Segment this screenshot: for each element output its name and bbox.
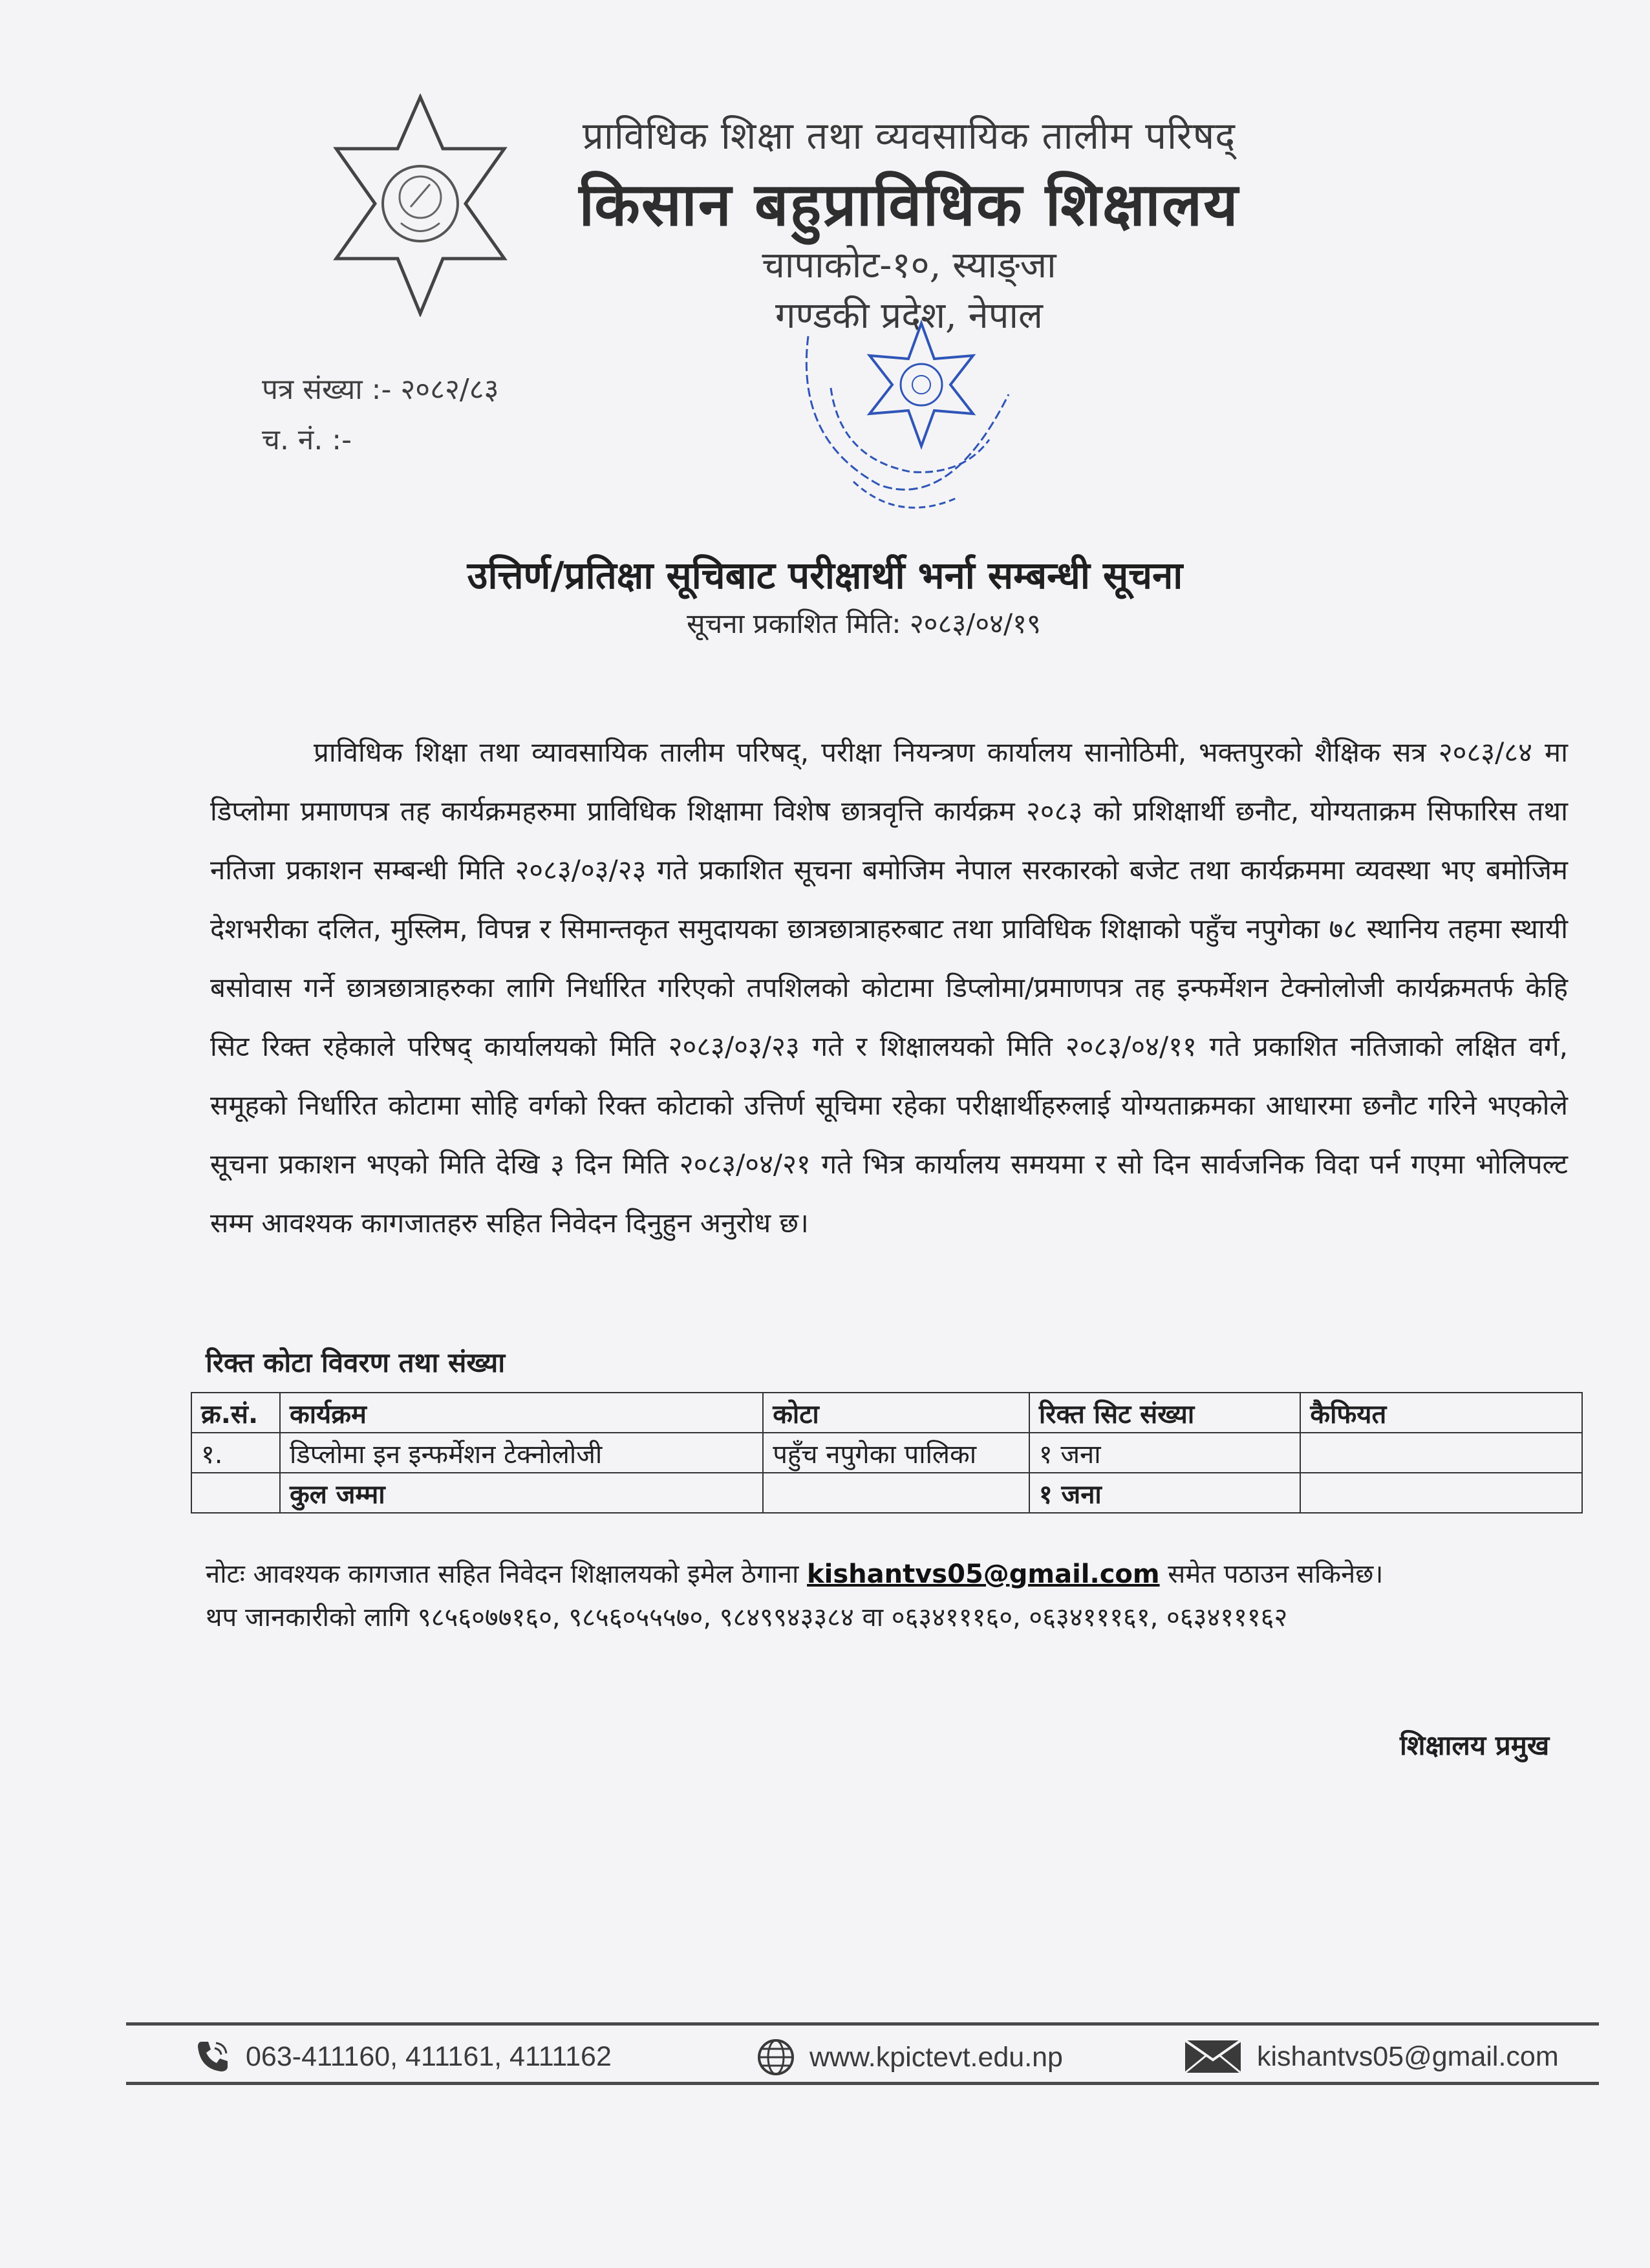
footer-bottom-rule (126, 2082, 1599, 2085)
header-serial: क्र.सं. (191, 1393, 280, 1433)
council-name: प्राविधिक शिक्षा तथा व्यवसायिक तालीम परिषद् (582, 114, 1236, 158)
note-text-before: नोटः आवश्यक कागजात सहित निवेदन शिक्षालयको इमेल ठेगाना (206, 1559, 808, 1589)
total-label: कुल जम्मा (280, 1473, 763, 1513)
header-remarks: कैफियत (1300, 1393, 1582, 1433)
college-address-line1: चापाकोट-१०, स्याङ्जा (762, 244, 1056, 286)
header-vacant-seats: रिक्त सिट संख्या (1029, 1393, 1301, 1433)
cell-program: डिप्लोमा इन इन्फर्मेशन टेक्नोलोजी (280, 1433, 763, 1473)
globe-icon (756, 2038, 795, 2077)
phone-icon (194, 2038, 231, 2075)
footer-email-link[interactable]: kishantvs05@gmail.com (1257, 2040, 1559, 2072)
total-value: १ जना (1029, 1473, 1301, 1513)
college-address-line2: गण्डकी प्रदेश, नेपाल (775, 295, 1044, 337)
footer-top-rule (126, 2022, 1599, 2026)
publication-date: सूचना प्रकाशित मिति: २०८३/०४/१९ (687, 608, 1041, 639)
notice-body: प्राविधिक शिक्षा तथा व्यावसायिक तालीम परिषद्, परीक्षा नियन्त्रण कार्यालय सानोठिमी, भक्तपुरको शैक्षिक सत्र २०८३/८४ मा डिप्लोमा प्रमाणपत्र तह कार्यक्रमहरुमा प्राविधिक शिक्षामा विशेष छात्रवृत्ति कार्यक्रम २०८३ को प्रशिक्षार्थी छनौट, योग्यताक्रम सिफारिस तथा नतिजा प्रकाशन सम्बन्धी मिति २०८३/०३/२३ गते प्रकाशित सूचना बमोजिम नेपाल सरकारको बजेट तथा कार्यक्रममा व्यवस्था भए बमोजिम देशभरीका दलित, मुस्लिम, विपन्न र सिमान्तकृत समुदायका छात्रछात्राहरुबाट तथा प्राविधिक शिक्षाको पहुँच नपुगेका ७८ स्थानिय तहमा स्थायी बसोवास गर्ने छात्रछात्राहरुका लागि निर्धारित गरिएको तपशिलको कोटामा डिप्लोमा/प्रमाणपत्र तह इन्फर्मेशन टेक्नोलोजी कार्यक्रमतर्फ केहि सिट रिक्त रहेकाले परिषद् कार्यालयको मिति २०८३/०३/२३ गते र शिक्षालयको मिति २०८३/०४/११ गते प्रकाशित नतिजाको लक्षित वर्ग, समूहको निर्धारित कोटामा सोहि वर्गको रिक्त कोटाको उत्तिर्ण सूचिमा रहेका परीक्षार्थीहरुलाई योग्यताक्रमका आधारमा छनौट गरिने भएकोले सूचना प्रकाशन भएको मिति देखि ३ दिन मिति २०८३/०४/२१ गते भित्र कार्यालय समयमा र सो दिन सार्वजनिक विदा पर्न गएमा भोलिपल्ट सम्म आवश्यक कागजातहरु सहित निवेदन दिनुहुन अनुरोध छ। (210, 736, 1568, 1239)
notice-title: उत्तिर्ण/प्रतिक्षा सूचिबाट परीक्षार्थी भर्ना सम्बन्धी सूचना (467, 553, 1183, 597)
college-name: किसान बहुप्राविधिक शिक्षालय (579, 169, 1239, 239)
cell-vacant-seats: १ जना (1029, 1433, 1301, 1473)
vacancy-table (191, 1392, 1583, 1514)
note-email-link[interactable]: kishantvs05@gmail.com (807, 1559, 1160, 1589)
cell-empty (763, 1473, 1029, 1513)
official-stamp (769, 310, 1047, 543)
envelope-icon (1183, 2038, 1243, 2075)
note-line2-contacts: थप जानकारीको लागि ९८५६०७७१६०, ९८५६०५५५७०, ९८४९९४३३८४ वा ०६३४१११६०, ०६३४१११६१, ०६३४१११६२ (206, 1603, 1288, 1632)
note-line1 (206, 1555, 1383, 1590)
footer-website (756, 2038, 1063, 2077)
cell-empty (191, 1473, 280, 1513)
cell-empty (1300, 1473, 1582, 1513)
table-header-row (191, 1393, 1582, 1433)
letter-number: पत्र संख्या :- २०८२/८३ (262, 373, 499, 406)
cell-serial: १. (191, 1433, 280, 1473)
header-program: कार्यक्रम (280, 1393, 763, 1433)
table-row (191, 1433, 1582, 1473)
cell-remarks (1300, 1433, 1582, 1473)
footer-phone (194, 2038, 612, 2075)
cell-quota: पहुँच नपुगेका पालिका (763, 1433, 1029, 1473)
footer-email (1183, 2038, 1559, 2075)
footer-phone-text: 063-411160, 411161, 4111162 (246, 2040, 612, 2072)
table-total-row (191, 1473, 1582, 1513)
note-text-after: समेत पठाउन सकिनेछ। (1159, 1559, 1384, 1589)
header-quota: कोटा (763, 1393, 1029, 1433)
vacancy-table-caption: रिक्त कोटा विवरण तथा संख्या (206, 1347, 506, 1378)
dispatch-number: च. नं. :- (262, 423, 352, 456)
signature-title: शिक्षालय प्रमुख (1400, 1729, 1550, 1761)
footer-website-link[interactable]: www.kpictevt.edu.np (809, 2041, 1063, 2073)
